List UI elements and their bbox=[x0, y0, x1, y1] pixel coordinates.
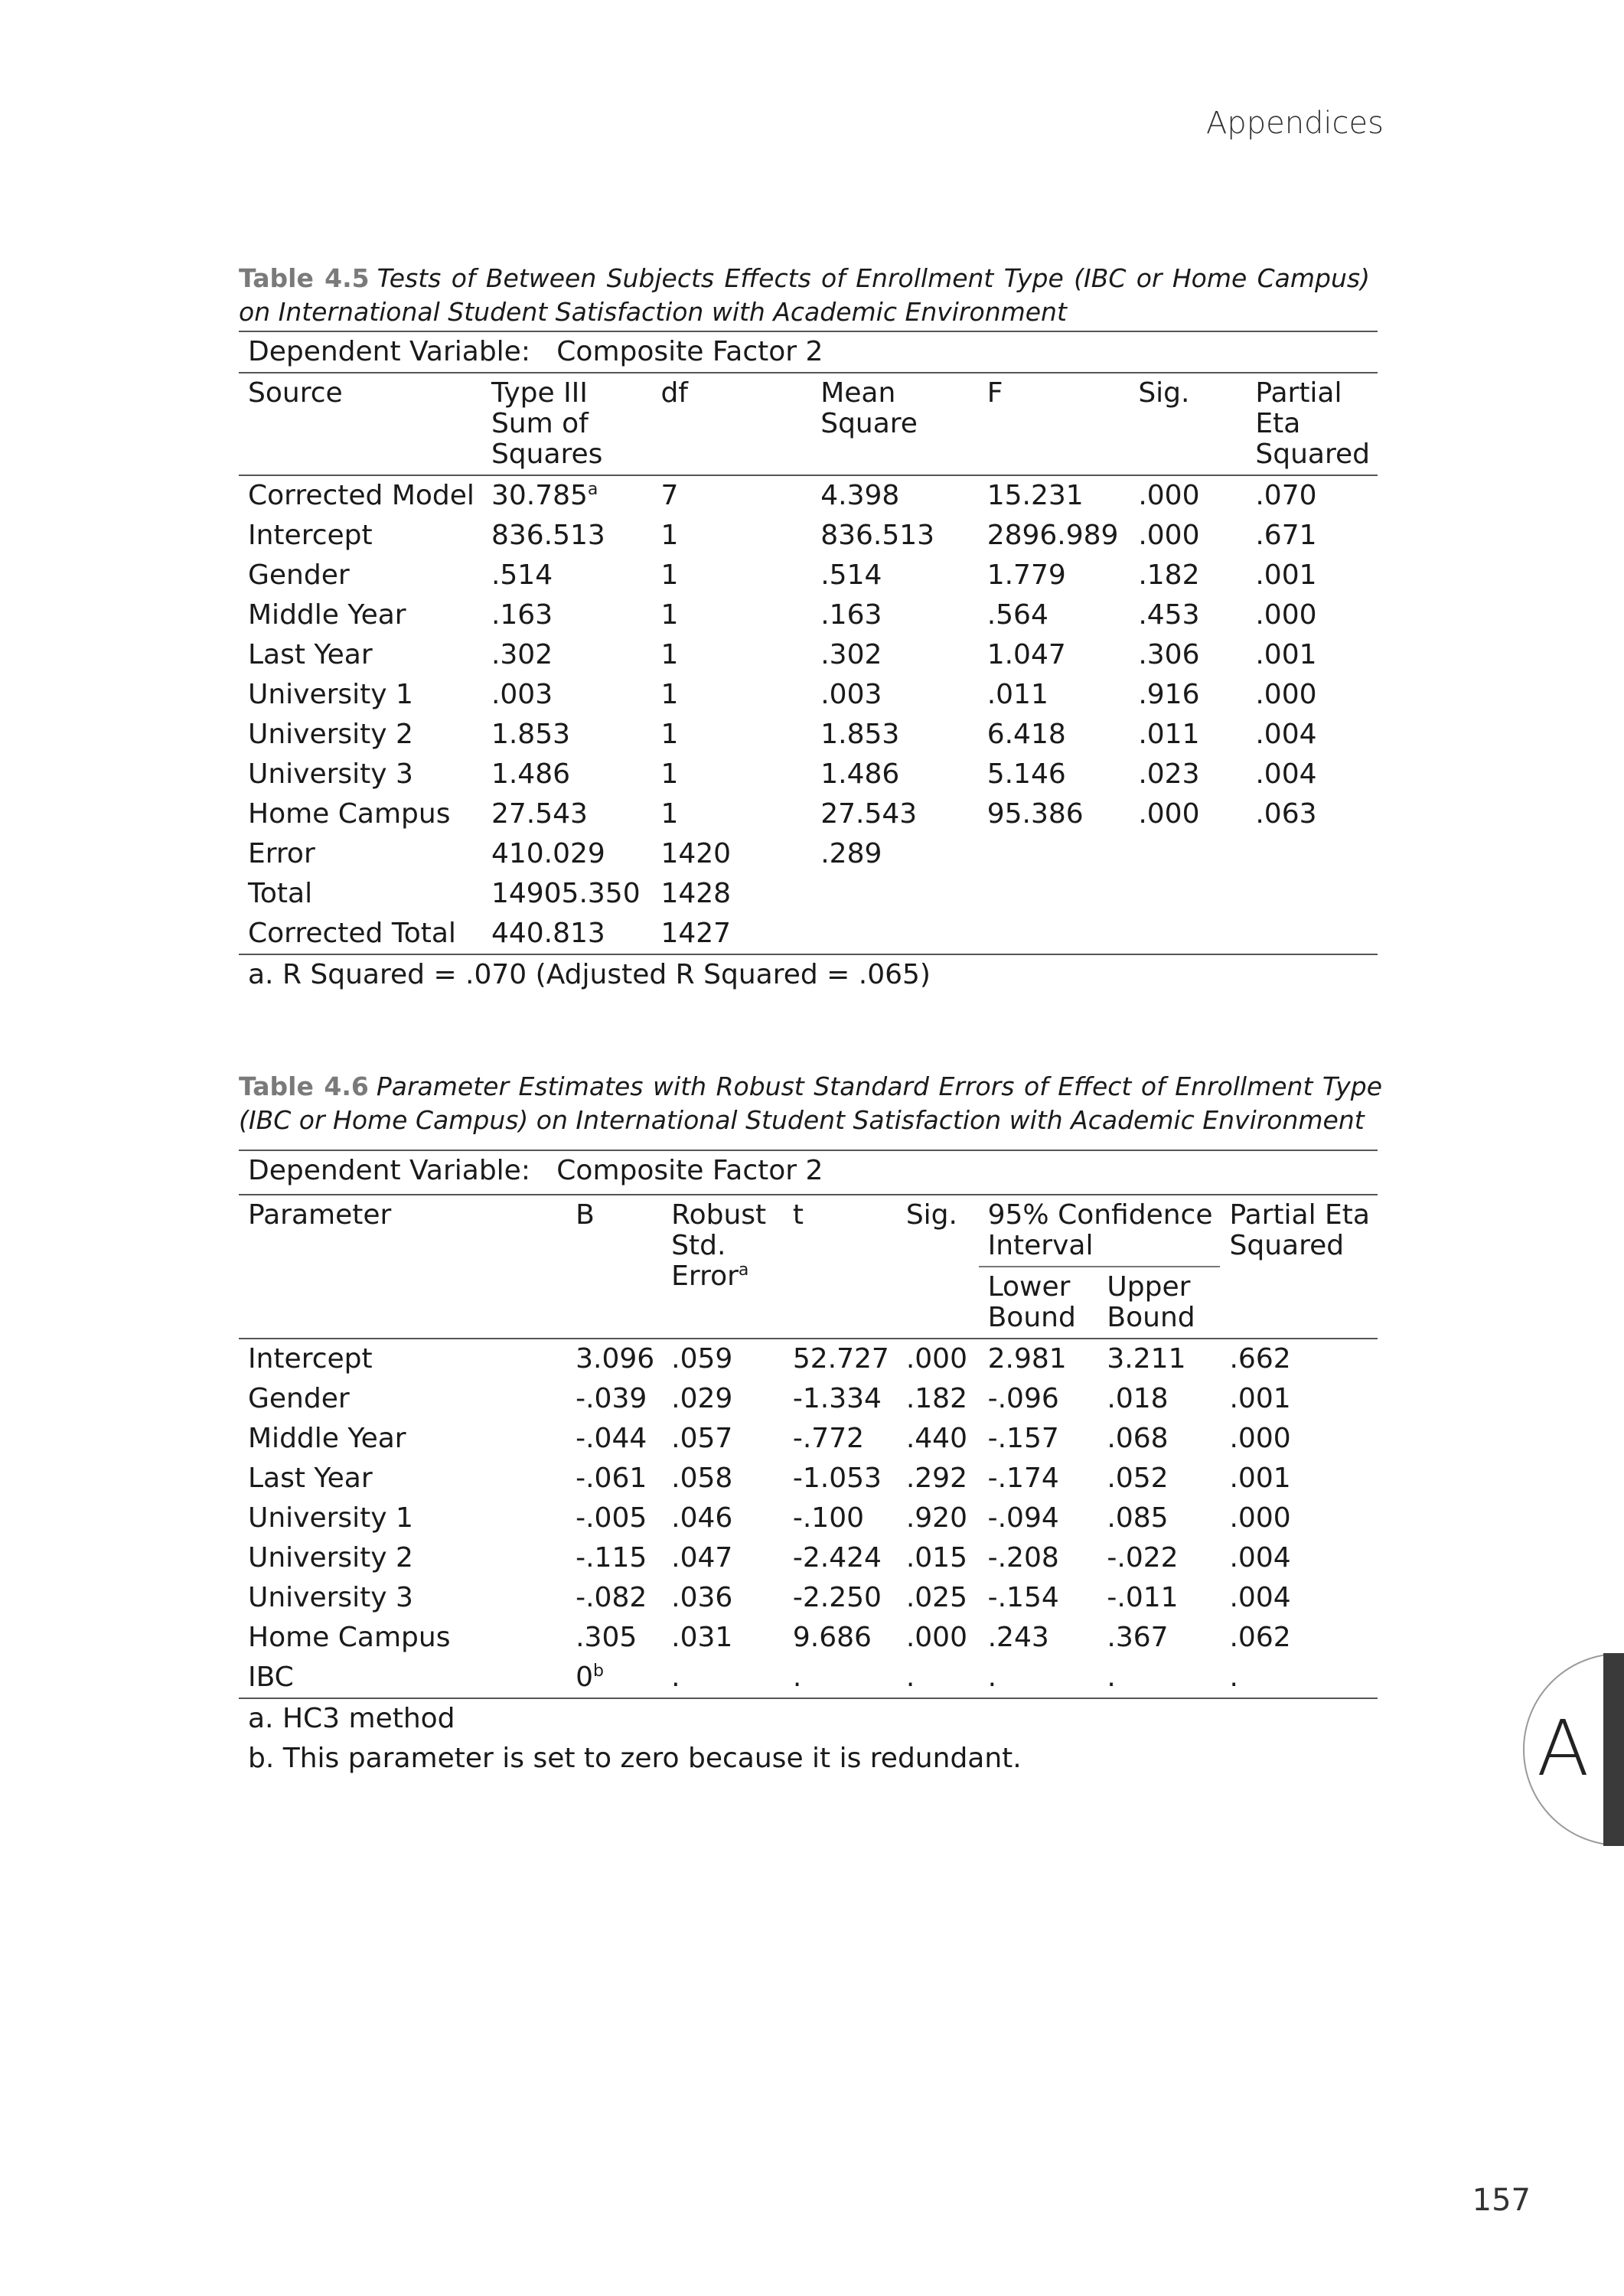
cell-ss: .163 bbox=[491, 599, 553, 631]
cell-sig: .011 bbox=[1138, 719, 1200, 750]
cell-se: .029 bbox=[671, 1383, 733, 1414]
cell-ms bbox=[811, 914, 977, 954]
table-4-5-caption bbox=[239, 262, 1370, 329]
cell-ss: 1.853 bbox=[491, 719, 570, 750]
table-number: Table 4.6 bbox=[239, 1071, 369, 1101]
header-sum-of-squares: Type III Sum of Squares bbox=[482, 373, 652, 475]
cell-ss: 410.029 bbox=[491, 838, 605, 869]
page-number: 157 bbox=[1472, 2183, 1531, 2218]
cell-lower: . bbox=[987, 1662, 997, 1693]
cell-parameter: University 3 bbox=[248, 1582, 413, 1613]
cell-sig bbox=[1129, 874, 1246, 914]
cell-eta: .000 bbox=[1229, 1502, 1291, 1534]
cell-f bbox=[978, 834, 1130, 874]
cell-df: 1 bbox=[660, 758, 679, 790]
cell-source: Gender bbox=[248, 559, 350, 591]
cell-ms: 1.853 bbox=[820, 719, 900, 750]
cell-f: .011 bbox=[986, 679, 1048, 710]
cell-upper: .052 bbox=[1107, 1463, 1169, 1494]
cell-eta: .001 bbox=[1229, 1383, 1291, 1414]
dependent-variable-row bbox=[239, 1150, 1378, 1195]
table-4-6-caption bbox=[239, 1070, 1382, 1137]
header-parameter: Parameter bbox=[239, 1195, 566, 1339]
cell-sig: .440 bbox=[905, 1423, 967, 1454]
cell-eta: .004 bbox=[1255, 758, 1317, 790]
cell-lower: -.154 bbox=[987, 1582, 1059, 1613]
section-tab-letter: A bbox=[1537, 1704, 1590, 1793]
header-source: Source bbox=[239, 373, 482, 475]
cell-b: -.039 bbox=[576, 1383, 647, 1414]
table-note-row bbox=[239, 1698, 1378, 1739]
table-row bbox=[239, 475, 1378, 516]
anova-table bbox=[239, 331, 1378, 995]
cell-parameter: Home Campus bbox=[248, 1622, 451, 1653]
header-robust-std-error: Robust Std. Error$^a$ bbox=[662, 1195, 784, 1339]
table-row bbox=[239, 794, 1378, 834]
header-partial-eta: Partial Eta Squared bbox=[1220, 1195, 1378, 1339]
cell-se: .036 bbox=[671, 1582, 733, 1613]
table-row bbox=[239, 675, 1378, 715]
cell-f bbox=[978, 874, 1130, 914]
cell-b: 0$^b$ bbox=[576, 1662, 604, 1693]
dependent-variable-row bbox=[239, 331, 1378, 373]
cell-se: .031 bbox=[671, 1622, 733, 1653]
cell-df: 1 bbox=[660, 639, 679, 670]
cell-se: . bbox=[671, 1662, 680, 1693]
header-partial-eta: Partial Eta Squared bbox=[1246, 373, 1378, 475]
cell-upper: .367 bbox=[1107, 1622, 1169, 1653]
cell-se: .057 bbox=[671, 1423, 733, 1454]
cell-ms: 27.543 bbox=[820, 798, 918, 830]
cell-source: University 1 bbox=[248, 679, 413, 710]
cell-eta bbox=[1246, 874, 1378, 914]
cell-t: -.772 bbox=[792, 1423, 865, 1454]
cell-parameter: Gender bbox=[248, 1383, 350, 1414]
cell-sig: .916 bbox=[1138, 679, 1200, 710]
header-mean-square: Mean Square bbox=[811, 373, 977, 475]
cell-eta: .000 bbox=[1255, 599, 1317, 631]
cell-eta: .001 bbox=[1229, 1463, 1291, 1494]
table-row bbox=[239, 595, 1378, 635]
cell-source: Home Campus bbox=[248, 798, 451, 830]
cell-eta bbox=[1246, 834, 1378, 874]
cell-parameter: Last Year bbox=[248, 1463, 373, 1494]
table-note: a. R Squared = .070 (Adjusted R Squared = .065) bbox=[239, 954, 1378, 995]
cell-df: 1428 bbox=[660, 878, 732, 909]
cell-parameter: IBC bbox=[248, 1662, 294, 1693]
header-sig: Sig. bbox=[1129, 373, 1246, 475]
table-row bbox=[239, 914, 1378, 954]
cell-df: 1 bbox=[660, 798, 679, 830]
table-title: Parameter Estimates with Robust Standard Errors of Effect of Enrollment Type (IBC or Home Campus) on International Student Satisfaction with Academic Environment bbox=[239, 1071, 1382, 1135]
cell-sig: .920 bbox=[905, 1502, 967, 1534]
table-row bbox=[239, 1379, 1378, 1419]
cell-ms: .163 bbox=[820, 599, 882, 631]
cell-se: .046 bbox=[671, 1502, 733, 1534]
table-row bbox=[239, 874, 1378, 914]
cell-f: 1.779 bbox=[986, 559, 1066, 591]
cell-t: -1.053 bbox=[792, 1463, 882, 1494]
cell-f bbox=[978, 914, 1130, 954]
cell-eta: .004 bbox=[1229, 1582, 1291, 1613]
dependent-variable-value: Composite Factor 2 bbox=[556, 336, 823, 367]
cell-eta: .001 bbox=[1255, 639, 1317, 670]
cell-sig bbox=[1129, 834, 1246, 874]
cell-ms: .289 bbox=[820, 838, 882, 869]
cell-lower: -.174 bbox=[987, 1463, 1059, 1494]
cell-sig: . bbox=[905, 1662, 915, 1693]
cell-ms: 836.513 bbox=[820, 520, 935, 551]
cell-eta: .662 bbox=[1229, 1343, 1291, 1375]
table-row bbox=[239, 1459, 1378, 1499]
header-row bbox=[239, 373, 1378, 475]
table-note-row bbox=[239, 954, 1378, 995]
cell-parameter: University 2 bbox=[248, 1542, 413, 1574]
cell-b: -.044 bbox=[576, 1423, 647, 1454]
parameter-estimates-table bbox=[239, 1150, 1378, 1779]
table-row bbox=[239, 715, 1378, 755]
cell-ss: .302 bbox=[491, 639, 553, 670]
cell-sig: .000 bbox=[1138, 480, 1200, 511]
cell-lower: 2.981 bbox=[987, 1343, 1067, 1375]
header-b: B bbox=[566, 1195, 662, 1339]
cell-df: 1427 bbox=[651, 914, 811, 954]
cell-b: -.005 bbox=[576, 1502, 647, 1534]
cell-source: University 2 bbox=[248, 719, 413, 750]
cell-se: .059 bbox=[671, 1343, 733, 1375]
cell-f: .564 bbox=[986, 599, 1048, 631]
cell-eta: .000 bbox=[1229, 1423, 1291, 1454]
cell-source: Error bbox=[248, 838, 315, 869]
cell-eta: .063 bbox=[1255, 798, 1317, 830]
cell-ms: .514 bbox=[820, 559, 882, 591]
cell-upper: . bbox=[1107, 1662, 1116, 1693]
table-note-a: a. HC3 method bbox=[239, 1698, 1378, 1739]
cell-ms: 1.486 bbox=[820, 758, 900, 790]
table-note-row bbox=[239, 1739, 1378, 1779]
cell-upper: 3.211 bbox=[1107, 1343, 1186, 1375]
cell-ms: .003 bbox=[820, 679, 882, 710]
cell-t: -.100 bbox=[792, 1502, 865, 1534]
cell-sig: .000 bbox=[1138, 520, 1200, 551]
cell-ms: .302 bbox=[820, 639, 882, 670]
cell-ms: 4.398 bbox=[820, 480, 900, 511]
cell-df: 7 bbox=[660, 480, 679, 511]
table-row bbox=[239, 1339, 1378, 1379]
header-t: t bbox=[784, 1195, 897, 1339]
cell-df: 1 bbox=[660, 599, 679, 631]
table-title: Tests of Between Subjects Effects of Enrollment Type (IBC or Home Campus) on International Student Satisfaction with Academic Environment bbox=[239, 263, 1370, 327]
table-row bbox=[239, 1538, 1378, 1578]
dependent-variable-label: Dependent Variable: bbox=[248, 1155, 530, 1186]
cell-source: University 3 bbox=[248, 758, 413, 790]
cell-lower: -.096 bbox=[987, 1383, 1059, 1414]
cell-sig bbox=[1129, 914, 1246, 954]
table-row bbox=[239, 755, 1378, 794]
cell-b: -.061 bbox=[576, 1463, 647, 1494]
header-sig: Sig. bbox=[897, 1195, 979, 1339]
cell-ss: .514 bbox=[491, 559, 553, 591]
header-f: F bbox=[978, 373, 1130, 475]
cell-eta: .671 bbox=[1255, 520, 1317, 551]
cell-ss: 440.813 bbox=[482, 914, 652, 954]
header-df: df bbox=[651, 373, 811, 475]
cell-parameter: Middle Year bbox=[248, 1423, 406, 1454]
cell-upper: -.011 bbox=[1107, 1582, 1179, 1613]
table-row bbox=[239, 635, 1378, 675]
cell-sig: .000 bbox=[905, 1622, 967, 1653]
cell-ss: 14905.350 bbox=[491, 878, 641, 909]
cell-parameter: Intercept bbox=[248, 1343, 373, 1375]
cell-sig: .000 bbox=[905, 1343, 967, 1375]
cell-f: 15.231 bbox=[986, 480, 1084, 511]
cell-t: -1.334 bbox=[792, 1383, 882, 1414]
table-row bbox=[239, 1578, 1378, 1618]
cell-lower: -.157 bbox=[987, 1423, 1059, 1454]
cell-f: 1.047 bbox=[986, 639, 1066, 670]
table-row bbox=[239, 1499, 1378, 1538]
cell-sig: .182 bbox=[1138, 559, 1200, 591]
cell-f: 2896.989 bbox=[986, 520, 1119, 551]
cell-sig: .000 bbox=[1138, 798, 1200, 830]
header-confidence-interval: 95% Confidence Interval bbox=[979, 1195, 1221, 1267]
cell-eta: .001 bbox=[1255, 559, 1317, 591]
cell-source: Middle Year bbox=[248, 599, 406, 631]
cell-eta: .004 bbox=[1255, 719, 1317, 750]
cell-eta bbox=[1246, 914, 1378, 954]
dependent-variable-label: Dependent Variable: bbox=[248, 336, 530, 367]
cell-t: 52.727 bbox=[792, 1343, 889, 1375]
cell-se: .047 bbox=[671, 1542, 733, 1574]
cell-upper: .018 bbox=[1107, 1383, 1169, 1414]
cell-b: .305 bbox=[576, 1622, 638, 1653]
cell-eta: .062 bbox=[1229, 1622, 1291, 1653]
cell-t: 9.686 bbox=[792, 1622, 872, 1653]
table-row bbox=[239, 834, 1378, 874]
cell-sig: .453 bbox=[1138, 599, 1200, 631]
cell-ss: 30.785$^a$ bbox=[491, 480, 598, 511]
running-head: Appendices bbox=[1205, 106, 1384, 141]
cell-df: 1 bbox=[660, 520, 679, 551]
table-note-b: b. This parameter is set to zero because it is redundant. bbox=[248, 1743, 1022, 1774]
cell-eta: . bbox=[1229, 1662, 1238, 1693]
cell-df: 1420 bbox=[660, 838, 732, 869]
cell-sig: .025 bbox=[905, 1582, 967, 1613]
cell-f: 5.146 bbox=[986, 758, 1066, 790]
cell-df: 1 bbox=[660, 679, 679, 710]
cell-ss: .003 bbox=[491, 679, 553, 710]
cell-se: .058 bbox=[671, 1463, 733, 1494]
cell-t: -2.424 bbox=[792, 1542, 882, 1574]
cell-source: Total bbox=[248, 878, 313, 909]
cell-ss: 1.486 bbox=[491, 758, 570, 790]
cell-parameter: University 1 bbox=[248, 1502, 413, 1534]
cell-upper: .068 bbox=[1107, 1423, 1169, 1454]
cell-source: Corrected Model bbox=[248, 480, 474, 511]
cell-source: Last Year bbox=[248, 639, 373, 670]
cell-upper: .085 bbox=[1107, 1502, 1169, 1534]
cell-sig: .292 bbox=[905, 1463, 967, 1494]
cell-source: Corrected Total bbox=[239, 914, 482, 954]
table-row bbox=[239, 516, 1378, 556]
cell-f: 95.386 bbox=[986, 798, 1084, 830]
cell-lower: -.208 bbox=[987, 1542, 1059, 1574]
dependent-variable-value: Composite Factor 2 bbox=[556, 1155, 823, 1186]
cell-b: 3.096 bbox=[576, 1343, 655, 1375]
header-upper-bound: Upper Bound bbox=[1097, 1267, 1220, 1339]
cell-lower: .243 bbox=[987, 1622, 1049, 1653]
cell-b: -.082 bbox=[576, 1582, 647, 1613]
cell-df: 1 bbox=[660, 559, 679, 591]
cell-f: 6.418 bbox=[986, 719, 1066, 750]
cell-eta: .004 bbox=[1229, 1542, 1291, 1574]
header-lower-bound: Lower Bound bbox=[979, 1267, 1098, 1339]
cell-ss: 27.543 bbox=[491, 798, 588, 830]
cell-lower: -.094 bbox=[987, 1502, 1059, 1534]
cell-t: . bbox=[792, 1662, 802, 1693]
cell-ss: 836.513 bbox=[491, 520, 605, 551]
cell-eta: .000 bbox=[1255, 679, 1317, 710]
cell-sig: .306 bbox=[1138, 639, 1200, 670]
table-row bbox=[239, 556, 1378, 595]
table-row bbox=[239, 1658, 1378, 1698]
section-tab-bar bbox=[1603, 1653, 1624, 1846]
table-row bbox=[239, 1618, 1378, 1658]
cell-df: 1 bbox=[660, 719, 679, 750]
table-number: Table 4.5 bbox=[239, 263, 370, 293]
cell-sig: .015 bbox=[905, 1542, 967, 1574]
cell-b: -.115 bbox=[576, 1542, 647, 1574]
cell-ms bbox=[811, 874, 977, 914]
table-row bbox=[239, 1419, 1378, 1459]
cell-upper: -.022 bbox=[1107, 1542, 1179, 1574]
cell-sig: .182 bbox=[905, 1383, 967, 1414]
cell-sig: .023 bbox=[1138, 758, 1200, 790]
cell-t: -2.250 bbox=[792, 1582, 882, 1613]
cell-eta: .070 bbox=[1255, 480, 1317, 511]
cell-source: Intercept bbox=[248, 520, 373, 551]
header-row bbox=[239, 1195, 1378, 1267]
